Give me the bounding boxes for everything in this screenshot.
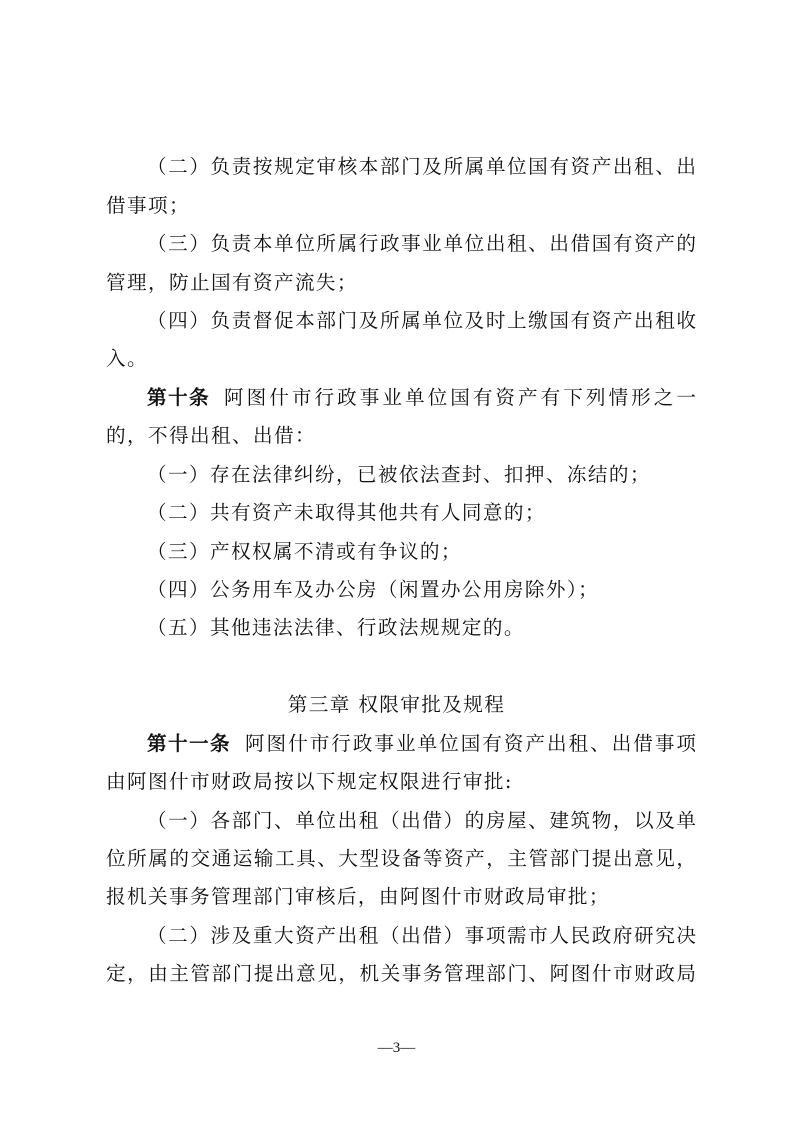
paragraph-line: 由阿图什市财政局按以下规定权限进行审批: bbox=[106, 770, 513, 793]
article-heading: 第十一条 bbox=[147, 732, 231, 755]
paragraph-line: （二）负责按规定审核本部门及所属单位国有资产出租、出 bbox=[147, 155, 696, 178]
chapter-title: 第三章 权限审批及规程 bbox=[287, 693, 506, 716]
article-text: 阿图什市行政事业单位国有资产出租、出借事项 bbox=[244, 732, 696, 755]
article-10-line bbox=[147, 383, 696, 413]
list-item: （二）共有资产未取得其他共有人同意的； bbox=[147, 501, 546, 524]
paragraph-line: 报机关事务管理部门审核后，由阿图什市财政局审批； bbox=[106, 885, 610, 908]
paragraph-line: （一）各部门、单位出租（出借）的房屋、建筑物，以及单 bbox=[147, 809, 696, 832]
list-item: （一）存在法律纠纷，已被依法查封、扣押、冻结的； bbox=[147, 463, 651, 486]
paragraph-line: （三）负责本单位所属行政事业单位出租、出借国有资产的 bbox=[147, 232, 696, 255]
paragraph-line: （二）涉及重大资产出租（出借）事项需市人民政府研究决 bbox=[147, 924, 696, 947]
paragraph-line: （四）负责督促本部门及所属单位及时上缴国有资产出租收 bbox=[147, 309, 696, 332]
list-item: （五）其他违法法律、行政法规规定的。 bbox=[147, 616, 525, 639]
paragraph-line: 的，不得出租、出借： bbox=[106, 424, 316, 447]
page-number: —3— bbox=[377, 1040, 416, 1056]
list-item: （三）产权权属不清或有争议的； bbox=[147, 540, 462, 563]
article-11-line bbox=[147, 729, 696, 759]
article-text: 阿图什市行政事业单位国有资产有下列情形之一 bbox=[223, 386, 696, 409]
paragraph-line: 定，由主管部门提出意见，机关事务管理部门、阿图什市财政局 bbox=[106, 962, 696, 985]
list-item: （四）公务用车及办公房（闲置办公用房除外）； bbox=[147, 578, 600, 601]
paragraph-line: 借事项； bbox=[106, 194, 190, 217]
article-heading: 第十条 bbox=[147, 386, 210, 409]
paragraph-line: 管理，防止国有资产流失； bbox=[106, 271, 358, 294]
paragraph-line: 入。 bbox=[106, 347, 148, 370]
paragraph-line: 位所属的交通运输工具、大型设备等资产，主管部门提出意见， bbox=[106, 847, 696, 870]
